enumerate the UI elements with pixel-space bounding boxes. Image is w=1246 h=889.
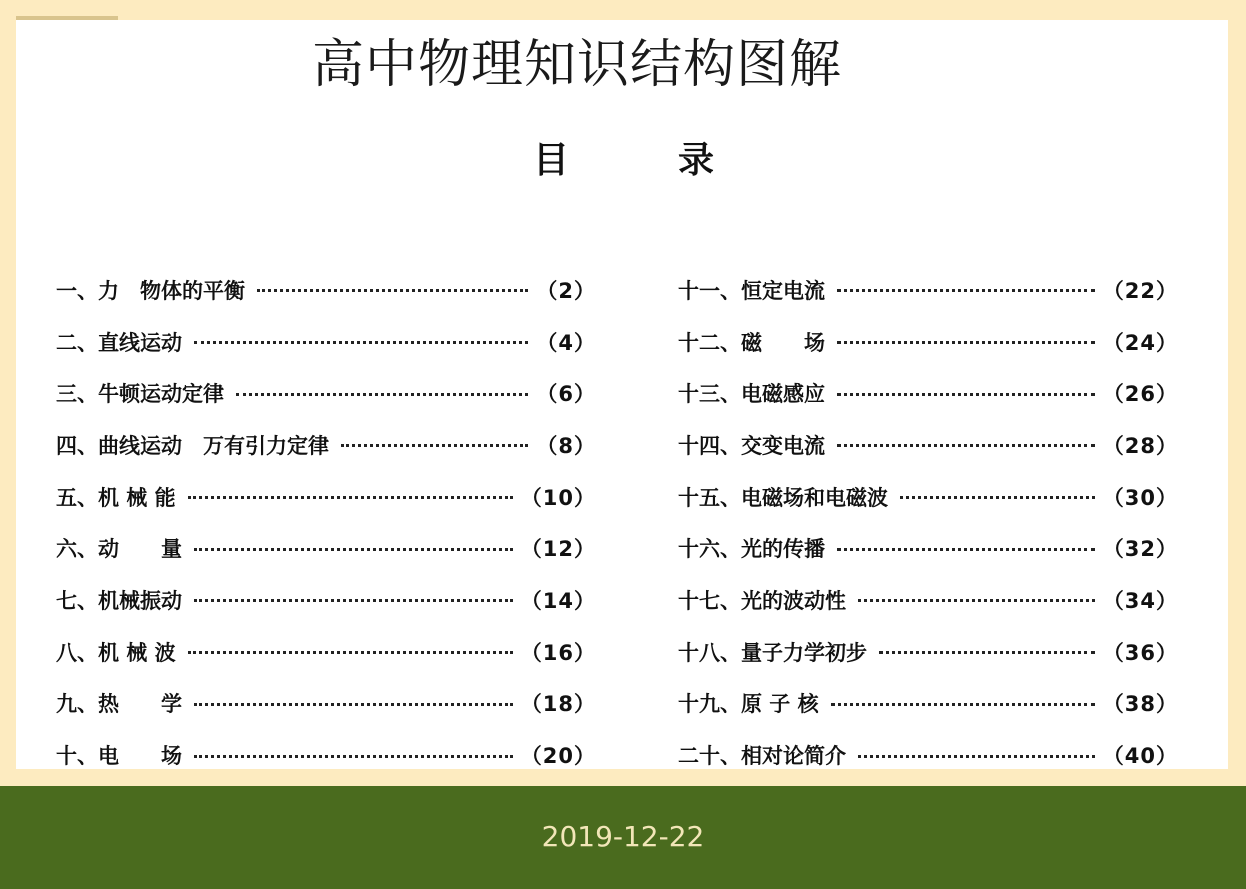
toc-entry[interactable] (56, 264, 596, 316)
toc-entry-page: （6） (536, 382, 596, 407)
toc-entry[interactable] (678, 316, 1178, 368)
toc-entry[interactable] (678, 729, 1178, 781)
toc-entry-page: （38） (1102, 692, 1178, 717)
toc-entry-page: （20） (520, 744, 596, 769)
toc-entry-label: 三、牛顿运动定律 (56, 382, 224, 407)
dot-leader (188, 496, 513, 499)
toc-heading-char: 目 (533, 140, 570, 181)
toc-entry-label: 一、力 物体的平衡 (56, 278, 245, 303)
toc-column-right (678, 264, 1178, 781)
toc-entry-page: （40） (1102, 744, 1178, 769)
toc-entry-page: （10） (520, 485, 596, 510)
toc-entry-page: （32） (1102, 537, 1178, 562)
toc-entry[interactable] (678, 471, 1178, 523)
dot-leader (194, 341, 528, 344)
dot-leader (188, 651, 513, 654)
toc-entry-label: 十八、量子力学初步 (678, 640, 867, 665)
document-page (16, 20, 1228, 769)
toc-entry[interactable] (678, 678, 1178, 730)
dot-leader (837, 341, 1095, 344)
toc-entry-label: 十三、电磁感应 (678, 382, 825, 407)
footer-date: 2019-12-22 (541, 820, 705, 853)
toc-entry-label: 六、动 量 (56, 537, 182, 562)
toc-entry-page: （24） (1102, 330, 1178, 355)
toc-entry-label: 十四、交变电流 (678, 433, 825, 458)
toc-entry-page: （28） (1102, 433, 1178, 458)
toc-entry-page: （14） (520, 588, 596, 613)
toc-entry[interactable] (56, 471, 596, 523)
toc-entry[interactable] (678, 574, 1178, 626)
dot-leader (858, 599, 1095, 602)
dot-leader (837, 289, 1095, 292)
toc-entry-page: （16） (520, 640, 596, 665)
toc-entry[interactable] (678, 419, 1178, 471)
toc-entry-page: （22） (1102, 278, 1178, 303)
toc-entry[interactable] (678, 626, 1178, 678)
toc-entry[interactable] (56, 574, 596, 626)
toc-entry-label: 十五、电磁场和电磁波 (678, 485, 888, 510)
toc-heading-char: 录 (678, 140, 715, 181)
dot-leader (341, 444, 528, 447)
toc-entry[interactable] (678, 522, 1178, 574)
dot-leader (837, 548, 1095, 551)
toc-entry-label: 十、电 场 (56, 744, 182, 769)
document-title: 高中物理知识结构图解 (312, 35, 843, 95)
toc-entry-label: 十六、光的传播 (678, 537, 825, 562)
toc-column-left (56, 264, 596, 781)
toc-entry-label: 九、热 学 (56, 692, 182, 717)
toc-entry-label: 十九、原 子 核 (678, 692, 819, 717)
toc-entry-label: 七、机械振动 (56, 588, 182, 613)
dot-leader (194, 755, 513, 758)
dot-leader (831, 703, 1095, 706)
toc-entry-label: 二十、相对论简介 (678, 744, 846, 769)
toc-entry-label: 八、机 械 波 (56, 640, 176, 665)
toc-entry-page: （8） (536, 433, 596, 458)
toc-entry-page: （36） (1102, 640, 1178, 665)
toc-entry[interactable] (56, 419, 596, 471)
toc-entry-page: （12） (520, 537, 596, 562)
toc-entry-page: （2） (536, 278, 596, 303)
dot-leader (194, 548, 513, 551)
dot-leader (837, 393, 1095, 396)
toc-entry-label: 五、机 械 能 (56, 485, 176, 510)
toc-entry-page: （4） (536, 330, 596, 355)
toc-entry-label: 十一、恒定电流 (678, 278, 825, 303)
toc-entry[interactable] (56, 367, 596, 419)
toc-entry-label: 二、直线运动 (56, 330, 182, 355)
dot-leader (837, 444, 1095, 447)
toc-entry-page: （34） (1102, 588, 1178, 613)
footer-bar (0, 786, 1246, 889)
toc-entry-label: 十二、磁 场 (678, 330, 825, 355)
toc-entry[interactable] (56, 678, 596, 730)
dot-leader (879, 651, 1095, 654)
dot-leader (858, 755, 1095, 758)
dot-leader (236, 393, 528, 396)
toc-entry[interactable] (56, 522, 596, 574)
dot-leader (257, 289, 528, 292)
dot-leader (194, 599, 513, 602)
toc-entry[interactable] (56, 626, 596, 678)
toc-heading (16, 132, 1228, 182)
dot-leader (900, 496, 1095, 499)
toc-entry[interactable] (56, 316, 596, 368)
toc-entry[interactable] (678, 367, 1178, 419)
toc-entry-label: 十七、光的波动性 (678, 588, 846, 613)
toc-entry-page: （30） (1102, 485, 1178, 510)
toc-entry[interactable] (56, 729, 596, 781)
toc-entry-page: （26） (1102, 382, 1178, 407)
dot-leader (194, 703, 513, 706)
toc-entry-label: 四、曲线运动 万有引力定律 (56, 433, 329, 458)
toc-entry[interactable] (678, 264, 1178, 316)
toc-entry-page: （18） (520, 692, 596, 717)
